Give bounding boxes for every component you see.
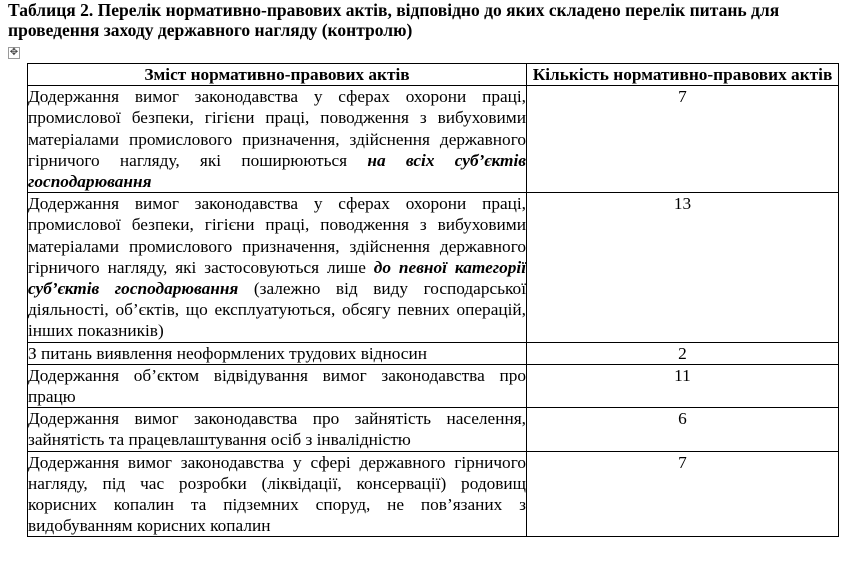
row-count: 2 bbox=[527, 342, 839, 364]
row-text: Додержання вимог законодавства у сфері державного гірничого нагляду, під час розробки (ліквідації, консервації) родовищ корисних копалин та підземних споруд, не пов’язаних з видобуванням корисних копалин bbox=[28, 452, 526, 536]
table-row bbox=[28, 342, 839, 364]
row-text: Додержання вимог законодавства про зайнятість населення, зайнятість та працевлаштування осіб з інвалідністю bbox=[28, 409, 526, 450]
header-count: Кількість нормативно-правових актів bbox=[527, 64, 839, 86]
header-content: Зміст нормативно-правових актів bbox=[28, 64, 527, 86]
table-header-row bbox=[28, 64, 839, 86]
row-content bbox=[28, 342, 527, 364]
table-row bbox=[28, 193, 839, 342]
row-content bbox=[28, 86, 527, 193]
row-content bbox=[28, 408, 527, 451]
table-row bbox=[28, 451, 839, 537]
row-count: 7 bbox=[527, 451, 839, 537]
row-text-emphasis: на всіх суб’єктів господарювання bbox=[28, 150, 526, 192]
row-text-emphasis: до певної категорії суб’єктів господарювання bbox=[28, 257, 527, 299]
table-row bbox=[28, 408, 839, 451]
row-count: 7 bbox=[527, 86, 839, 193]
row-text: Додержання вимог законодавства у сферах охорони праці, промислової безпеки, гігієни праці, поводження з вибуховими матеріалами промислового призначення, здійснення державного гірничого нагляду, які поширюються bbox=[28, 87, 526, 170]
row-content bbox=[28, 193, 527, 342]
row-count: 11 bbox=[527, 364, 839, 407]
row-text: Додержання вимог законодавства у сферах охорони праці, промислової безпеки, гігієни праці, поводження з вибуховими матеріалами промислового призначення, здійснення державного гірничого нагляду, які застосовуються лише bbox=[28, 194, 526, 277]
row-content bbox=[28, 364, 527, 407]
regulations-table bbox=[27, 63, 839, 537]
table-row bbox=[28, 86, 839, 193]
row-content bbox=[28, 451, 527, 537]
row-count: 6 bbox=[527, 408, 839, 451]
row-text-tail: (залежно від виду господарської діяльності, об’єктів, що експлуатуються, обсягу певних операцій, інших показників) bbox=[28, 279, 526, 341]
row-count: 13 bbox=[527, 193, 839, 342]
table-caption: Таблиця 2. Перелік нормативно-правових актів, відповідно до яких складено перелік питань для проведення заходу державного нагляду (контролю) bbox=[8, 0, 780, 40]
move-cross-icon[interactable]: ✥ bbox=[9, 47, 19, 58]
row-text: З питань виявлення неоформлених трудових відносин bbox=[28, 343, 427, 363]
row-text: Додержання об’єктом відвідування вимог законодавства про працю bbox=[28, 365, 526, 407]
table-row bbox=[28, 364, 839, 407]
